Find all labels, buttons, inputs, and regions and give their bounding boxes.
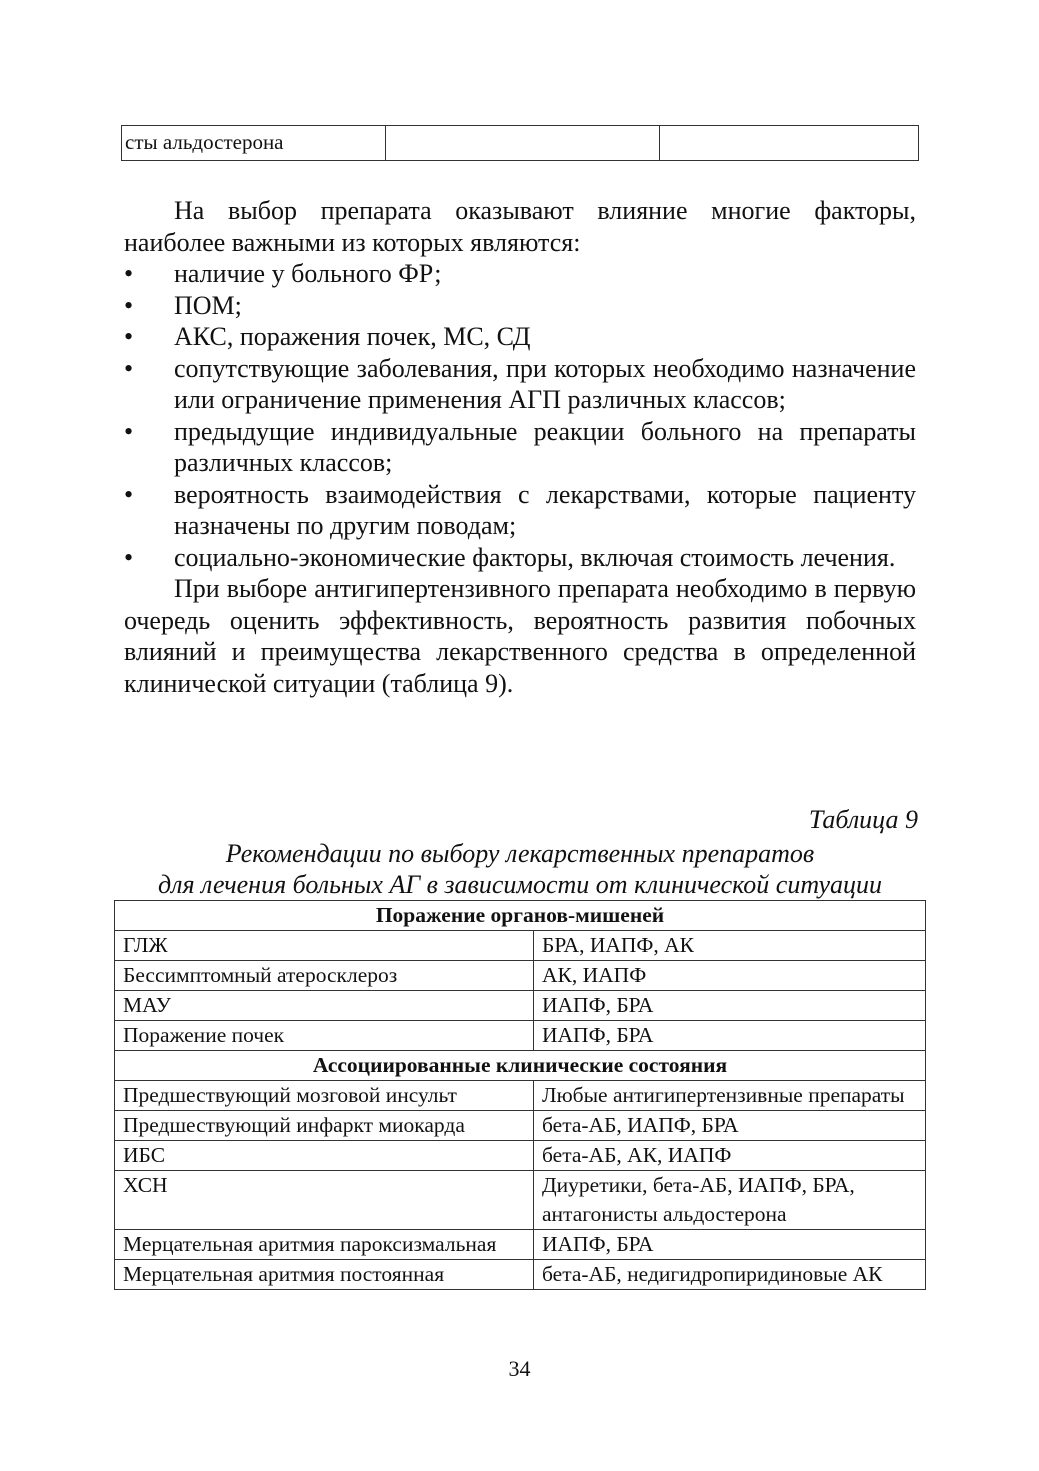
condition-cell: ГЛЖ [115,931,534,961]
drugs-cell: БРА, ИАПФ, АК [534,931,926,961]
list-item-text: предыдущие индивидуальные реакции больного на препараты различных классов; [174,416,916,477]
list-item [124,479,916,542]
drugs-cell: бета-АБ, недигидропиридиновые АК [534,1260,926,1290]
section-header-row [115,1051,926,1081]
list-item-text: наличие у больного ФР; [174,259,442,288]
list-item-text: сопутствующие заболевания, при которых необходимо назначение или ограничение применения АГП различных классов; [174,353,916,414]
drugs-cell: ИАПФ, БРА [534,1230,926,1260]
table-row [115,1081,926,1111]
drugs-cell: Диуретики, бета-АБ, ИАПФ, БРА, антагонисты альдостерона [534,1171,926,1230]
bullet-icon: • [124,542,134,572]
list-item [124,321,916,353]
list-item [124,290,916,322]
table-cell [386,126,660,161]
list-item-text: АКС, поражения почек, МС, СД [174,322,531,351]
bullet-icon: • [124,322,134,351]
table-row [115,961,926,991]
bullet-icon: • [124,290,134,320]
factor-list [124,258,916,573]
bullet-icon: • [124,259,134,288]
table-row [115,1260,926,1290]
table-row [115,1171,926,1230]
recommendations-table [114,900,926,1290]
table-caption [110,838,930,900]
list-item-text: вероятность взаимодействия с лекарствами, которые пациенту назначены по другим поводам; [174,479,916,540]
table-caption-line: для лечения больных АГ в зависимости от клинической ситуации [157,870,883,899]
condition-cell: Поражение почек [115,1021,534,1051]
intro-section [124,195,916,699]
condition-cell: Мерцательная аритмия постоянная [115,1260,534,1290]
closing-paragraph: При выборе антигипертензивного препарата необходимо в первую очередь оценить эффективность, вероятность развития побочных влияний и преимущества лекарственного средства в определенной клинической ситуации (таблица 9). [124,574,916,698]
table-row [115,991,926,1021]
table-number: Таблица 9 [808,805,918,834]
condition-cell: ИБС [115,1141,534,1171]
drugs-cell: АК, ИАПФ [534,961,926,991]
condition-cell: Мерцательная аритмия пароксизмальная [115,1230,534,1260]
drugs-cell: ИАПФ, БРА [534,991,926,1021]
list-item [124,542,916,574]
bullet-icon: • [124,416,134,446]
drugs-cell: ИАПФ, БРА [534,1021,926,1051]
condition-cell: Предшествующий инфаркт миокарда [115,1111,534,1141]
list-item [124,353,916,416]
table-cell: сты альдостерона [122,126,386,161]
condition-cell: ХСН [115,1171,534,1230]
table-row [115,1021,926,1051]
section-title: Поражение органов-мишеней [115,901,926,931]
bullet-icon: • [124,353,134,383]
bullet-icon: • [124,479,134,509]
condition-cell: Предшествующий мозговой инсульт [115,1081,534,1111]
list-item-text: социально-экономические факторы, включая стоимость лечения. [174,542,896,572]
list-item-text: ПОМ; [174,290,242,320]
page-number: 34 [508,1356,531,1381]
list-item [124,258,916,290]
list-item [124,416,916,479]
condition-cell: МАУ [115,991,534,1021]
table-row [115,1141,926,1171]
table-row [115,931,926,961]
table-cell [660,126,919,161]
section-header-row [115,901,926,931]
continued-table [121,125,919,161]
table-row [115,1111,926,1141]
section-title: Ассоциированные клинические состояния [115,1051,926,1081]
intro-paragraph: На выбор препарата оказывают влияние многие факторы, наиболее важными из которых являются: [124,196,916,257]
drugs-cell: бета-АБ, АК, ИАПФ [534,1141,926,1171]
condition-cell: Бессимптомный атеросклероз [115,961,534,991]
table-row [115,1230,926,1260]
drugs-cell: бета-АБ, ИАПФ, БРА [534,1111,926,1141]
table-caption-line: Рекомендации по выбору лекарственных препаратов [225,839,815,868]
table-row [122,126,919,161]
drugs-cell: Любые антигипертензивные препараты [534,1081,926,1111]
